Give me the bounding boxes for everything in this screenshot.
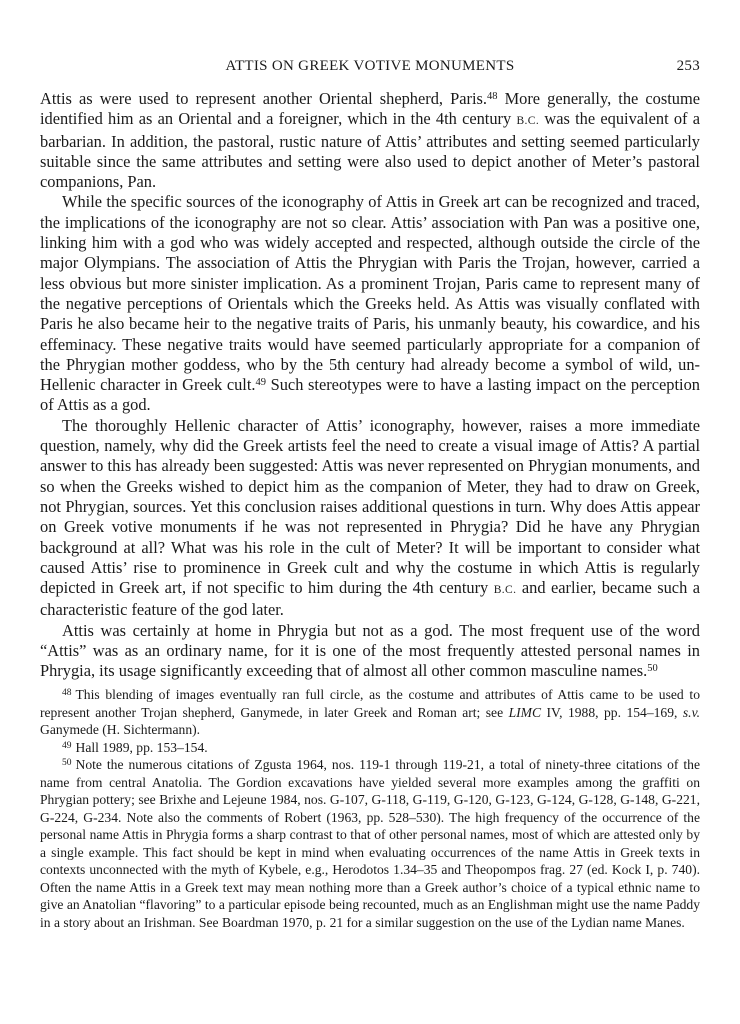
footnote-ref-50[interactable]: 50 [647,663,658,675]
footnote-50 [40,756,700,931]
body-text [40,89,700,682]
footnote-text: This blending of images eventually ran full circle, as the costume and attributes of Attis came to be used to represent another Trojan shepherd, Ganymede, in later Greek and Roman art; see [40,687,700,720]
era-abbrev: B.C. [516,115,540,128]
footnote-49 [40,739,700,757]
footnote-italic: LIMC [508,704,542,720]
page-number: 253 [676,58,700,74]
paragraph-text: and earlier, became such a characteristic feature of the god later. [40,578,701,620]
footnote-text: Hall 1989, pp. 153–154. [75,739,208,755]
running-head [40,58,700,80]
paragraph-1 [40,89,700,192]
footnote-text: IV, 1988, pp. 154–169, [541,704,683,720]
paragraph-text: Attis as were used to represent another Oriental shepherd, Paris. [40,89,487,108]
paragraph-text: More generally, the costume identified him as an Oriental and a foreigner, which in the 4th century [40,89,700,129]
running-title: ATTIS ON GREEK VOTIVE MONUMENTS [225,58,515,74]
paragraph-text: The thoroughly Hellenic character of Attis’ iconography, however, raises a more immediate question, namely, why did the Greek artists feel the need to create a visual image of Attis? A partial answer to this has already been suggested: Attis was never represented on Phrygian monuments, and so when the Greeks wished to depict him as the companion of Meter, they had to draw on Greek, not Phrygian, sources. Yet this conclusion raises additional questions in turn. Why does Attis appear on Greek votive monuments if he was not represented in Phrygia? Did he have any Phrygian background at all? What was his role in the cult of Meter? It will be important to consider what caused Attis’ rise to prominence in Greek cult and why the costume in which Attis is regularly depicted in Greek art, if not specific to him during the 4th century [40,415,700,598]
paragraph-text: was the equivalent of a barbarian. In addition, the pastoral, rustic nature of Attis’ attributes and setting seemed particularly suitable since the same attributes and setting were also used to depict another of Meter’s pastoral companions, Pan. [40,109,700,192]
footnote-italic: s.v. [682,704,700,720]
footnote-number: 49 [62,740,72,751]
footnote-number: 48 [62,688,72,698]
paragraph-text: Attis was certainly at home in Phrygia but not as a god. The most frequent use of the word “Attis” was as an ordinary name, for it is one of the most frequently attested personal names in Phrygia, its usage significantly exceeding that of almost all other common masculine names. [40,620,700,681]
paragraph-3 [40,416,700,621]
footnote-ref-49[interactable]: 49 [255,377,266,389]
paragraph-text: Such stereotypes were to have a lasting impact on the perception of Attis as a god. [40,375,700,415]
paragraph-2 [40,192,700,415]
era-abbrev: B.C. [493,584,517,597]
footnotes [40,686,700,931]
footnote-text: Ganymede (H. Sichtermann). [40,722,201,737]
paragraph-4 [40,621,700,682]
footnote-number: 50 [62,758,72,768]
paragraph-text: While the specific sources of the iconography of Attis in Greek art can be recognized and traced, the implications of the iconography are not so clear. Attis’ association with Pan was a positive one, linking him with a god who was widely accepted and respected, although outside the circle of the major Olympians. The association of Attis the Phrygian with Paris the Trojan, however, carried a less obvious but more sinister implication. As a prominent Trojan, Paris came to represent many of the negative perceptions of Orientals which the Greeks held. As Attis was visually conflated with Paris he also became heir to the negative traits of Paris, his unmanly beauty, his cowardice, and his effeminacy. These negative traits would have seemed particularly appropriate for a companion of the Phrygian mother goddess, who by the 5th century had already become a symbol of wild, un-Hellenic character in Greek cult. [40,192,700,395]
footnote-text: Note the numerous citations of Zgusta 1964, nos. 119-1 through 119-21, a total of ninety-three citations of the name from central Anatolia. The Gordion excavations have yielded several more examples among the graffiti on Phrygian pottery; see Brixhe and Lejeune 1984, nos. G-107, G-118, G-119, G-120, G-123, G-124, G-128, G-148, G-221, G-224, G-234. Note also the comments of Robert (1963, pp. 528–530). The high frequency of the occurrence of the personal name Attis in Phrygia forms a sharp contrast to that of other personal names, most of which are attested only by a single example. This fact should be kept in mind when evaluating occurrences of the name Attis in Greek texts in contexts unconnected with the myth of Kybele, e.g., Herodotos 1.34–35 and Theopompos frag. 27 (ed. Kock I, p. 740). Often the name Attis in a Greek text may mean nothing more than a Greek author’s choice of a typical ethnic name to give an Anatolian “flavoring” to a particular episode being recounted, much as an Englishman might use the name Paddy in a story about an Irishman. See Boardman 1970, p. 21 for a similar suggestion on the use of the Lydian name Manes. [40,757,700,930]
footnote-48 [40,686,700,739]
footnote-ref-48[interactable]: 48 [487,91,498,102]
